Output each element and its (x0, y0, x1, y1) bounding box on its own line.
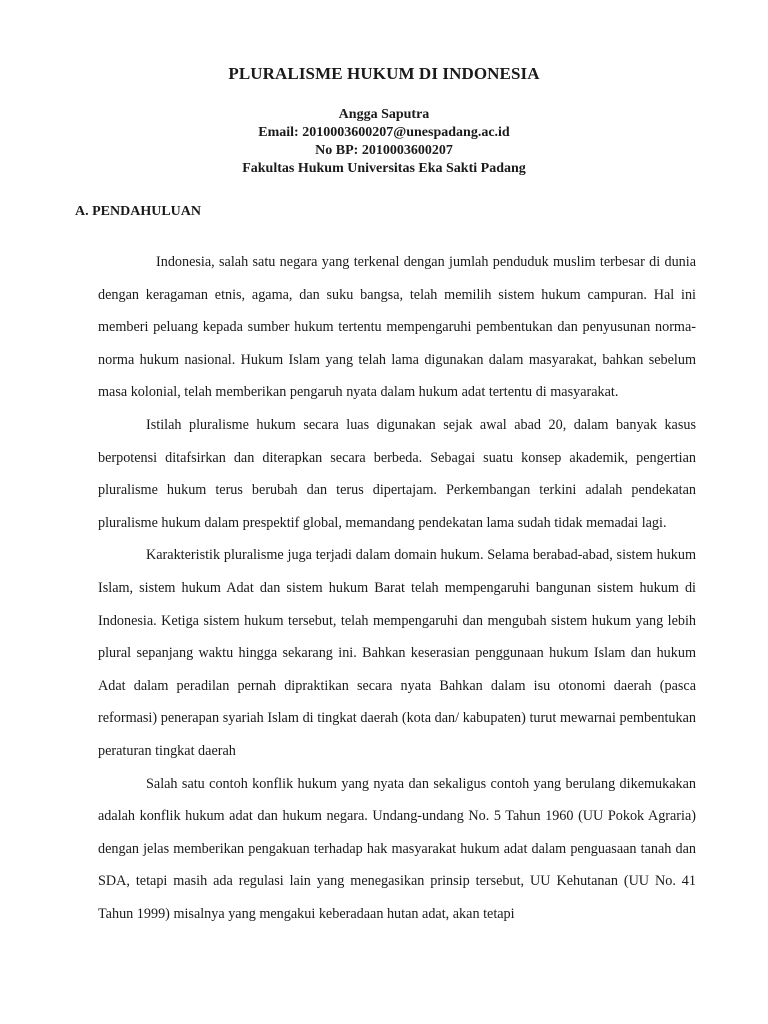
author-name: Angga Saputra (338, 107, 430, 122)
author-email: Email: 2010003600207@unespadang.ac.id (258, 125, 510, 140)
paper-title: PLURALISME HUKUM DI INDONESIA (228, 64, 540, 83)
section-heading: A. PENDAHULUAN (75, 204, 201, 219)
paragraph: Karakteristik pluralisme juga terjadi dalam domain hukum. Selama berabad-abad, sistem hukum Islam, sistem hukum Adat dan sistem hukum Barat telah mempengaruhi bangunan sistem hukum di Indonesia. Ketiga sistem hukum tersebut, telah mempengaruhi dan mengubah sistem hukum yang lebih plural sepanjang waktu hingga sekarang ini. Bahkan keserasian penggunaan hukum Islam dan hukum Adat dalam peradilan pernah dipraktikan secara nyata Bahkan dalam isu otonomi daerah (pasca reformasi) penerapan syariah Islam di tingkat daerah (kota dan/ kabupaten) turut mewarnai pembentukan peraturan tingkat daerah (98, 547, 696, 759)
paragraph: Istilah pluralisme hukum secara luas digunakan sejak awal abad 20, dalam banyak kasus berpotensi ditafsirkan dan diterapkan secara berbeda. Sebagai suatu konsep akademik, pengertian pluralisme hukum terus berubah dan terus dipertajam. Perkembangan terkini adalah pendekatan pluralisme hukum dalam prespektif global, memandang pendekatan lama sudah tidak memadai lagi. (98, 416, 696, 531)
paragraph: Indonesia, salah satu negara yang terkenal dengan jumlah penduduk muslim terbesar di dunia dengan keragaman etnis, agama, dan suku bangsa, telah memilih sistem hukum campuran. Hal ini memberi peluang kepada sumber hukum tertentu mempengaruhi pembentukan dan penyusunan norma-norma hukum nasional. Hukum Islam yang telah lama digunakan dalam masyarakat, bahkan sebelum masa kolonial, telah memberikan pengaruh nyata dalam hukum adat tertentu di masyarakat. (98, 254, 696, 401)
body-text (98, 246, 696, 930)
author-faculty: Fakultas Hukum Universitas Eka Sakti Padang (242, 161, 526, 176)
author-block (0, 106, 768, 178)
paragraph: Salah satu contoh konflik hukum yang nyata dan sekaligus contoh yang berulang dikemukakan adalah konflik hukum adat dan hukum negara. Undang-undang No. 5 Tahun 1960 (UU Pokok Agraria) dengan jelas memberikan pengakuan terhadap hak masyarakat hukum adat dalam penguasaan tanah dan SDA, tetapi masih ada regulasi lain yang menegasikan prinsip tersebut, UU Kehutanan (UU No. 41 Tahun 1999) misalnya yang mengakui keberadaan hutan adat, akan tetapi (98, 775, 696, 922)
author-no-bp: No BP: 2010003600207 (315, 143, 453, 158)
